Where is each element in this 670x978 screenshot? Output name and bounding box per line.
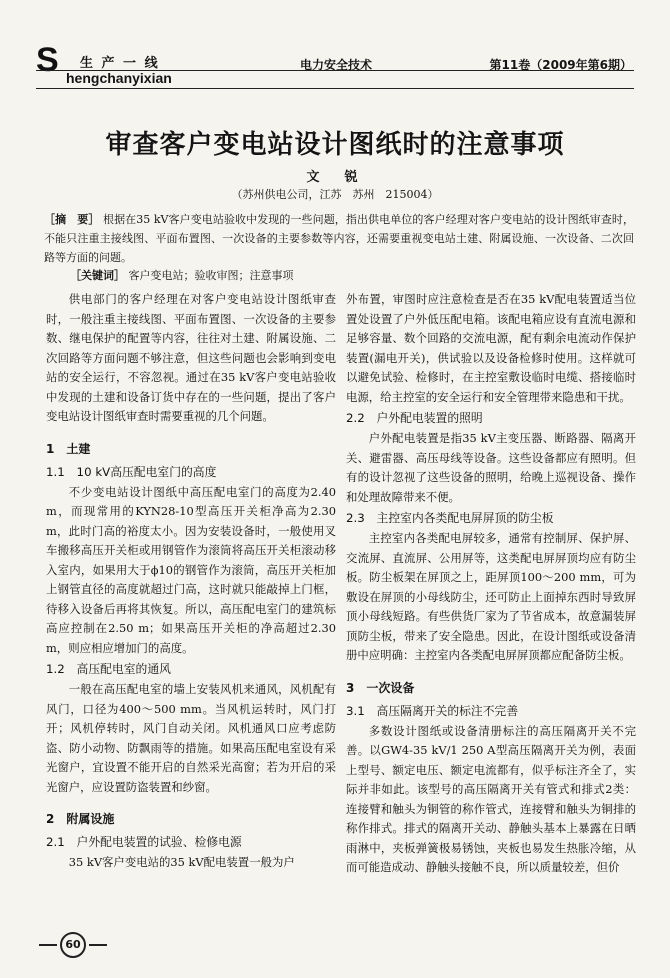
paragraph-1-1: 不少变电站设计图纸中高压配电室门的高度为2.40 m，而现常用的KYN28-10型高压开关柜净高为2.30 m，此时门高的裕度太小。因为安装设备时，一般使用叉车搬移高压开关柜或用钢管作为滚筒将高压开关柜滚动移入室内，如果用大于ϕ10的钢管作为滚筒，高压开关柜加上钢管直径的高度就超过门高，这时就只能敲掉上门框，待移入设备后再将其恢复。所以，高压配电室门的建筑标高应控制在2.50 m；如果高压开关柜的净高超过2.30 m，则应相应增加门的高度。 bbox=[46, 484, 336, 655]
subsection-heading-2-3: 2.3 主控室内各类配电屏屏顶的防尘板 bbox=[346, 511, 554, 525]
subsection-heading-2-1: 2.1 户外配电装置的试验、检修电源 bbox=[46, 835, 242, 849]
paragraph-2-3: 主控室内各类配电屏较多，通常有控制屏、保护屏、交流屏、直流屏、公用屏等，这类配电屏屏顶均应有防尘板。防尘板架在屏顶之上，距屏顶100～200 mm，可为敷设在屏顶的小母线防尘，还可防止上面掉东西时导致屏顶小母线短路。有些供货厂家为了节省成本，故意漏装屏顶防尘板，带来了安全隐患。因此，在设计图纸或设备清册中应明确：主控室内各类配电屏屏顶都应配备防尘板。 bbox=[346, 531, 636, 662]
subsection-heading-1-2: 1.2 高压配电室的通风 bbox=[46, 662, 171, 676]
page-number-badge bbox=[36, 932, 110, 958]
subsection-heading-3-1: 3.1 高压隔离开关的标注不完善 bbox=[346, 703, 519, 718]
intro-paragraph: 供电部门的客户经理在对客户变电站设计图纸审查时，一般注重主接线图、平面布置图、一次设备的主要参数、继电保护的配置等内容，往往对土建、附属设施、二次回路等方面问题不够注意，但这些问题也会影响到变电站的安全运行，不容忽视。通过在35 kV客户变电站验收中发现的土建和设备订货中存在的一些问题，提出了客户变电站设计图纸审查时需要重视的几个问题。 bbox=[46, 292, 336, 423]
keywords-label: ［关键词］ bbox=[70, 269, 125, 282]
issue-info: 第11卷（2009年第6期） bbox=[489, 58, 632, 72]
header-rule-top bbox=[36, 70, 634, 71]
subsection-heading-2-2: 2.2 户外配电装置的照明 bbox=[346, 411, 483, 425]
column-name: 生 产 一 线 bbox=[80, 56, 160, 71]
page-number-dash-left bbox=[39, 944, 57, 946]
subsection-heading-1-1: 1.1 10 kV高压配电室门的高度 bbox=[46, 464, 217, 479]
column-pinyin: hengchanyixian bbox=[66, 70, 172, 86]
paragraph-2-1: 35 kV客户变电站的35 kV配电装置一般为户 bbox=[68, 855, 295, 869]
abstract bbox=[44, 210, 634, 267]
page-number: 60 bbox=[60, 932, 86, 958]
right-column bbox=[346, 290, 636, 878]
section-heading-3: 3 一次设备 bbox=[346, 680, 415, 695]
keywords-text: 客户变电站；验收审图；注意事项 bbox=[128, 269, 294, 282]
article-title: 审查客户变电站设计图纸时的注意事项 bbox=[105, 130, 565, 160]
author-affiliation: （苏州供电公司，江苏 苏州 215004） bbox=[231, 188, 439, 201]
paragraph-1-2: 一般在高压配电室的墙上安装风机来通风，风机配有风门，口径为400～500 mm。当风机运转时，风门打开；风机停转时，风门自动关闭。风机通风口应考虑防盗、防小动物、防飘雨等的措施。如果高压配电室设有采光窗户，宜设置不能开启的自然采光高窗；若为开启的采光窗户，应设置防盗装置和纱窗。 bbox=[46, 682, 336, 794]
running-header bbox=[0, 0, 670, 100]
section-heading-2: 2 附属设施 bbox=[46, 812, 115, 826]
article-author: 文 锐 bbox=[306, 170, 364, 185]
left-column bbox=[46, 290, 336, 873]
paragraph-2-2: 户外配电装置是指35 kV主变压器、断路器、隔离开关、避雷器、高压母线等设备。这些设备都应有照明。但有的设计忽视了这些设备的照明，给晚上巡视设备、操作和处理故障带来不便。 bbox=[346, 431, 636, 504]
keywords bbox=[70, 267, 630, 285]
abstract-text: 根据在35 kV客户变电站验收中发现的一些问题，指出供电单位的客户经理对客户变电站的设计图纸审查时，不能只注重主接线图、平面布置图、一次设备的主要参数等内容，还需要重视变电站土建、附属设施、一次设备、二次回路等方面的问题。 bbox=[44, 213, 634, 264]
paragraph-3-1: 多数设计图纸或设备清册标注的高压隔离开关不完善。以GW4-35 kV/1 250 A型高压隔离开关为例，表面上型号、额定电压、额定电流都有，似乎标注齐全了，实际并非如此。该型号的高压隔离开关有管式和排式2类：连接臂和触头为铜管的称作管式，连接臂和触头为铜排的称作排式。排式的隔离开关动、静触头基本上暴露在日晒雨淋中，夹板弹簧极易锈蚀，夹板也易发生热胀冷缩，从而可能造成动、静触头接触不良，所以质量较差，但价 bbox=[346, 723, 636, 874]
page-number-dash-right bbox=[89, 944, 107, 946]
header-rule-bottom bbox=[36, 88, 634, 89]
section-heading-1: 1 土建 bbox=[46, 441, 91, 456]
column-initial-letter: S bbox=[36, 41, 59, 79]
journal-name: 电力安全技术 bbox=[300, 58, 373, 72]
paragraph-2-1-continued: 外布置，审图时应注意检查是否在35 kV配电装置适当位置处设置了户外低压配电箱。该配电箱应设有直流电源和足够容量、数个回路的交流电源，配有剩余电流动作保护装置(漏电开关)，供试验以及设备检修时使用。这样就可以避免试验、检修时，在主控室敷设临时电缆、搭接临时电源，给主控室的安全运行和安全管理带来隐患和干扰。 bbox=[346, 292, 636, 404]
abstract-label: ［摘 要］ bbox=[44, 213, 100, 226]
